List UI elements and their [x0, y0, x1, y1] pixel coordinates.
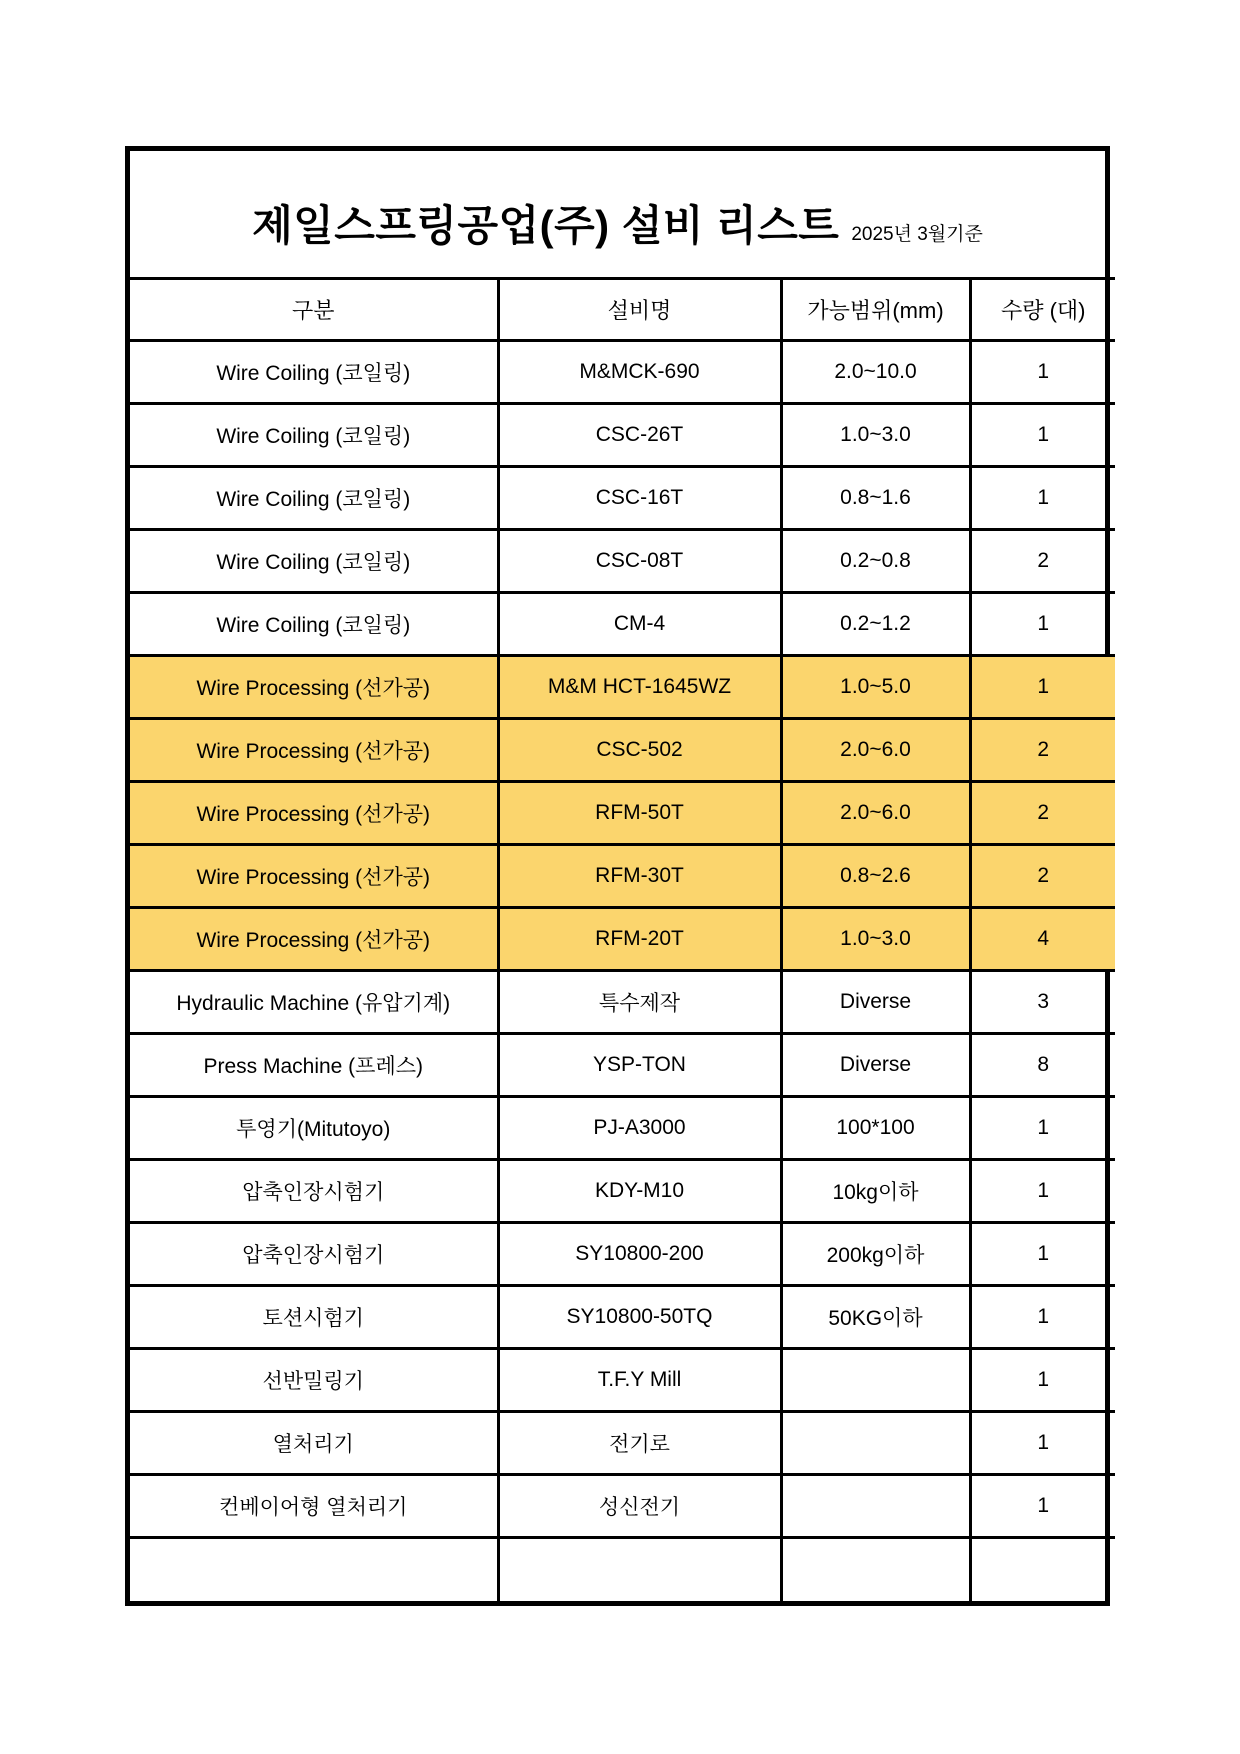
cell-category: 컨베이어형 열처리기 [130, 1475, 498, 1538]
cell-category: Wire Coiling (코일링) [130, 530, 498, 593]
cell-quantity: 8 [970, 1034, 1115, 1097]
column-header-category: 구분 [130, 279, 498, 341]
cell-range: 0.2~1.2 [781, 593, 970, 656]
cell-quantity: 2 [970, 719, 1115, 782]
cell-category [130, 1538, 498, 1601]
cell-equipment-name: 특수제작 [498, 971, 781, 1034]
cell-quantity: 1 [970, 1286, 1115, 1349]
cell-equipment-name: CSC-08T [498, 530, 781, 593]
cell-category: 선반밀링기 [130, 1349, 498, 1412]
table-row [130, 1223, 1115, 1286]
cell-quantity: 1 [970, 656, 1115, 719]
table-row [130, 656, 1115, 719]
cell-equipment-name: CSC-16T [498, 467, 781, 530]
table-row [130, 593, 1115, 656]
cell-quantity: 1 [970, 1412, 1115, 1475]
cell-category: Wire Processing (선가공) [130, 656, 498, 719]
equipment-table [130, 277, 1115, 1601]
cell-range: 10kg이하 [781, 1160, 970, 1223]
cell-category: Wire Coiling (코일링) [130, 467, 498, 530]
cell-quantity: 2 [970, 845, 1115, 908]
cell-range: 0.8~2.6 [781, 845, 970, 908]
cell-category: 압축인장시험기 [130, 1223, 498, 1286]
cell-equipment-name: RFM-50T [498, 782, 781, 845]
cell-quantity: 1 [970, 1097, 1115, 1160]
equipment-table-body [130, 341, 1115, 1601]
cell-equipment-name: CM-4 [498, 593, 781, 656]
cell-range: Diverse [781, 971, 970, 1034]
cell-equipment-name: SY10800-200 [498, 1223, 781, 1286]
cell-equipment-name: 성신전기 [498, 1475, 781, 1538]
cell-equipment-name [498, 1538, 781, 1601]
cell-equipment-name: M&M HCT-1645WZ [498, 656, 781, 719]
cell-category: Wire Coiling (코일링) [130, 404, 498, 467]
cell-quantity: 2 [970, 782, 1115, 845]
cell-equipment-name: PJ-A3000 [498, 1097, 781, 1160]
cell-equipment-name: CSC-26T [498, 404, 781, 467]
cell-range: 200kg이하 [781, 1223, 970, 1286]
document-title-row [130, 151, 1105, 277]
table-row [130, 467, 1115, 530]
cell-category: 토션시험기 [130, 1286, 498, 1349]
cell-range: 0.2~0.8 [781, 530, 970, 593]
table-row [130, 1034, 1115, 1097]
cell-equipment-name: KDY-M10 [498, 1160, 781, 1223]
table-row [130, 845, 1115, 908]
cell-category: 투영기(Mitutoyo) [130, 1097, 498, 1160]
cell-quantity: 1 [970, 593, 1115, 656]
table-row [130, 971, 1115, 1034]
cell-range [781, 1349, 970, 1412]
table-row [130, 782, 1115, 845]
cell-category: Wire Coiling (코일링) [130, 341, 498, 404]
cell-equipment-name: 전기로 [498, 1412, 781, 1475]
table-row [130, 1097, 1115, 1160]
table-row [130, 530, 1115, 593]
cell-equipment-name: YSP-TON [498, 1034, 781, 1097]
cell-range: 2.0~6.0 [781, 719, 970, 782]
cell-category: 압축인장시험기 [130, 1160, 498, 1223]
cell-quantity: 1 [970, 1160, 1115, 1223]
cell-quantity: 1 [970, 404, 1115, 467]
cell-category: Hydraulic Machine (유압기계) [130, 971, 498, 1034]
equipment-list-table-frame [125, 146, 1110, 1606]
column-header-equipment-name: 설비명 [498, 279, 781, 341]
cell-range: 100*100 [781, 1097, 970, 1160]
cell-range: Diverse [781, 1034, 970, 1097]
cell-category: Press Machine (프레스) [130, 1034, 498, 1097]
cell-quantity: 2 [970, 530, 1115, 593]
cell-quantity: 1 [970, 467, 1115, 530]
cell-category: Wire Coiling (코일링) [130, 593, 498, 656]
header-row [130, 279, 1115, 341]
table-row [130, 1286, 1115, 1349]
cell-equipment-name: M&MCK-690 [498, 341, 781, 404]
equipment-table-header [130, 279, 1115, 341]
cell-equipment-name: RFM-30T [498, 845, 781, 908]
cell-equipment-name: CSC-502 [498, 719, 781, 782]
cell-range: 50KG이하 [781, 1286, 970, 1349]
table-row [130, 1160, 1115, 1223]
cell-range: 2.0~10.0 [781, 341, 970, 404]
cell-category: 열처리기 [130, 1412, 498, 1475]
cell-category: Wire Processing (선가공) [130, 782, 498, 845]
cell-range: 2.0~6.0 [781, 782, 970, 845]
cell-quantity: 1 [970, 1223, 1115, 1286]
cell-equipment-name: SY10800-50TQ [498, 1286, 781, 1349]
cell-category: Wire Processing (선가공) [130, 719, 498, 782]
column-header-range: 가능범위(mm) [781, 279, 970, 341]
table-row [130, 1412, 1115, 1475]
cell-range: 1.0~5.0 [781, 656, 970, 719]
cell-range: 1.0~3.0 [781, 908, 970, 971]
table-row [130, 341, 1115, 404]
cell-quantity: 1 [970, 1349, 1115, 1412]
table-row [130, 908, 1115, 971]
cell-equipment-name: RFM-20T [498, 908, 781, 971]
table-row [130, 1475, 1115, 1538]
cell-quantity: 1 [970, 341, 1115, 404]
cell-range [781, 1475, 970, 1538]
cell-range [781, 1412, 970, 1475]
title-date-note: 2025년 3월기준 [851, 224, 983, 245]
cell-range: 0.8~1.6 [781, 467, 970, 530]
table-row [130, 719, 1115, 782]
cell-quantity: 4 [970, 908, 1115, 971]
table-row [130, 1349, 1115, 1412]
cell-equipment-name: T.F.Y Mill [498, 1349, 781, 1412]
cell-range [781, 1538, 970, 1601]
cell-range: 1.0~3.0 [781, 404, 970, 467]
cell-category: Wire Processing (선가공) [130, 908, 498, 971]
cell-category: Wire Processing (선가공) [130, 845, 498, 908]
table-row [130, 404, 1115, 467]
page-title: 제일스프링공업(주) 설비 리스트 [252, 202, 840, 249]
cell-quantity: 3 [970, 971, 1115, 1034]
cell-quantity: 1 [970, 1475, 1115, 1538]
table-row [130, 1538, 1115, 1601]
cell-quantity [970, 1538, 1115, 1601]
column-header-quantity: 수량 (대) [970, 279, 1115, 341]
